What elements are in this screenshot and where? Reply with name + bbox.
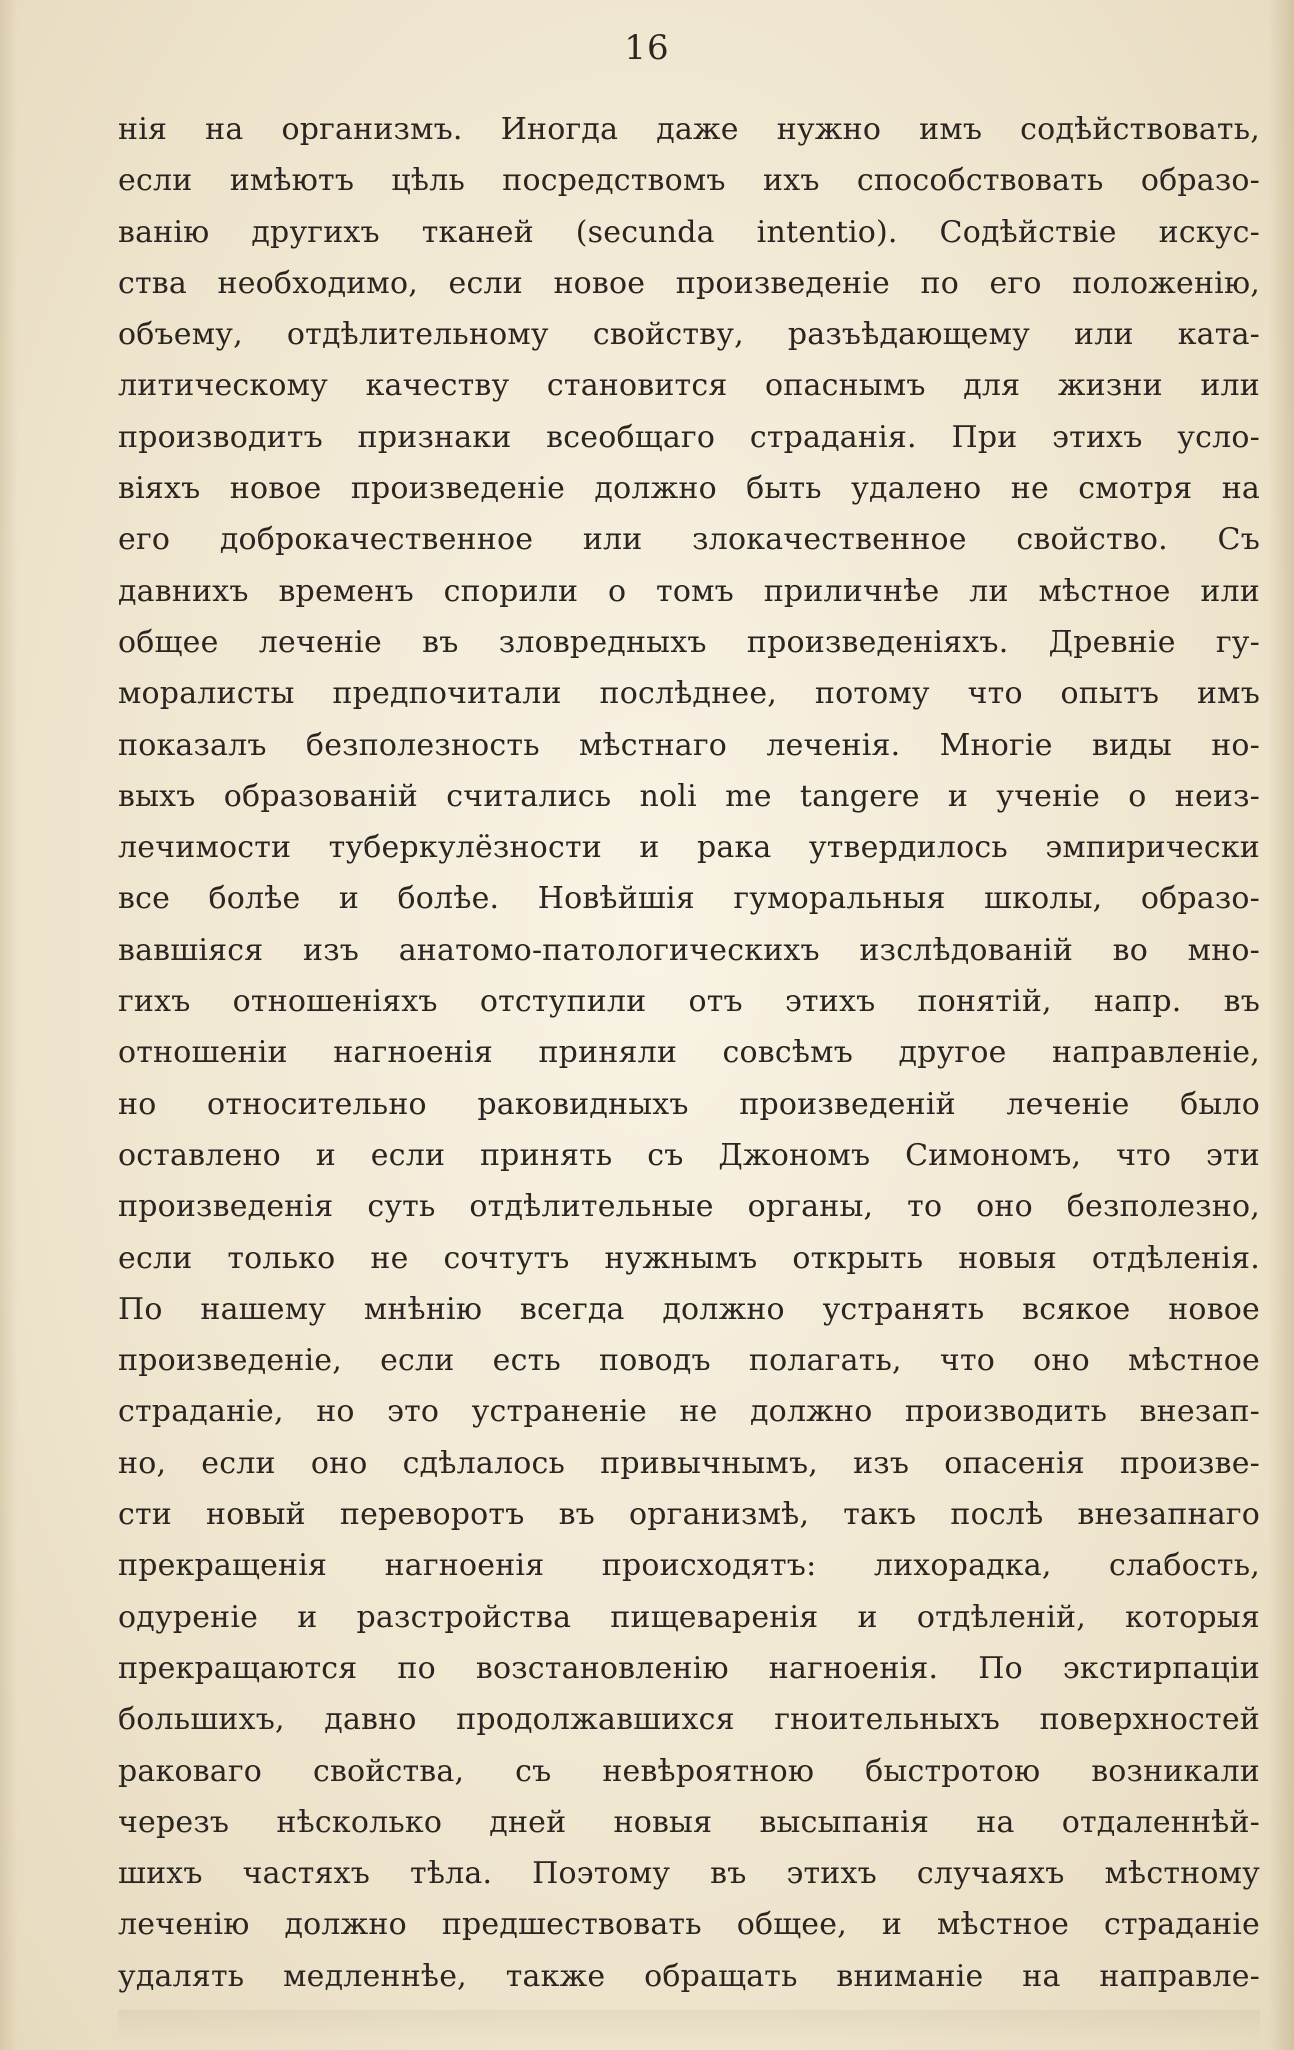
text-line: нія на организмъ. Иногда даже нужно имъ содѣйствовать, (118, 112, 1260, 147)
text-line: литическому качеству становится опаснымъ для жизни или (118, 368, 1260, 404)
text-line: По нашему мнѣнію всегда должно устранять всякое новое (118, 1291, 1260, 1327)
text-line: показалъ безполезность мѣстнаго леченія. Многіе виды но- (118, 727, 1260, 763)
text-line: если только не сочтутъ нужнымъ открыть новыя отдѣленія. (118, 1240, 1260, 1276)
page-right-shadow (1268, 0, 1294, 2050)
text-line: объему, отдѣлительному свойству, разъѣдающему или ката- (118, 317, 1260, 353)
text-line: лечимости туберкулёзности и рака утвердилось эмпирически (118, 830, 1260, 866)
text-line: прекращаются по возстановленію нагноенія. По экстирпаціи (118, 1650, 1260, 1686)
text-line: страданіе, но это устраненіе не должно производить внезап- (118, 1394, 1260, 1430)
text-line: ванію другихъ тканей (secunda intentio). Содѣйствіе искус- (118, 214, 1260, 250)
text-line: одуреніе и разстройства пищеваренія и отдѣленій, которыя (118, 1599, 1260, 1635)
text-line: ства необходимо, если новое произведеніе по его положенію, (118, 265, 1260, 301)
text-line: удалять медленнѣе, также обращать вниманіе на направле- (118, 1958, 1260, 1994)
page-number: 16 (624, 28, 670, 68)
text-line: сти новый переворотъ въ организмѣ, такъ послѣ внезапнаго (118, 1497, 1260, 1533)
text-line: произведенія суть отдѣлительные органы, то оно безполезно, (118, 1189, 1260, 1225)
text-line: леченію должно предшествовать общее, и мѣстное страданіе (118, 1907, 1260, 1943)
text-line: производитъ признаки всеобщаго страданія. При этихъ усло- (118, 419, 1260, 455)
text-line: раковаго свойства, съ невѣроятною быстротою возникали (118, 1753, 1260, 1789)
text-line: вавшіяся изъ анатомо-патологическихъ изслѣдованій во мно- (118, 932, 1260, 968)
text-line: произведеніе, если есть поводъ полагать, что оно мѣстное (118, 1343, 1260, 1379)
text-line: оставлено и если принять съ Джономъ Симономъ, что эти (118, 1137, 1260, 1173)
bleed-through-shadow (118, 2010, 1260, 2040)
text-line: но относительно раковидныхъ произведеній леченіе было (118, 1086, 1260, 1122)
text-line: общее леченіе въ зловредныхъ произведеніяхъ. Древніе гу- (118, 624, 1260, 660)
text-line: если имѣютъ цѣль посредствомъ ихъ способствовать образо- (118, 163, 1260, 199)
text-line: моралисты предпочитали послѣднее, потому что опытъ имъ (118, 676, 1260, 712)
page-left-shadow (0, 0, 18, 2050)
text-line: большихъ, давно продолжавшихся гноительныхъ поверхностей (118, 1702, 1260, 1738)
text-line: прекращенія нагноенія происходятъ: лихорадка, слабость, (118, 1548, 1260, 1584)
text-line: выхъ образованій считались noli me tangere и ученіе о неиз- (118, 778, 1260, 814)
text-line: отношеніи нагноенія приняли совсѣмъ другое направленіе, (118, 1035, 1260, 1071)
text-line: гихъ отношеніяхъ отступили отъ этихъ понятій, напр. въ (118, 984, 1260, 1020)
text-line: віяхъ новое произведеніе должно быть удалено не смотря на (118, 471, 1260, 507)
text-line: но, если оно сдѣлалось привычнымъ, изъ опасенія произве- (118, 1445, 1260, 1481)
text-line: его доброкачественное или злокачественное свойство. Съ (118, 522, 1260, 558)
body-text (118, 104, 1260, 2002)
text-line: шихъ частяхъ тѣла. Поэтому въ этихъ случаяхъ мѣстному (118, 1856, 1260, 1892)
text-line: все болѣе и болѣе. Новѣйшія гуморальныя школы, образо- (118, 881, 1260, 917)
text-line: черезъ нѣсколько дней новыя высыпанія на отдаленнѣй- (118, 1804, 1260, 1840)
text-line: давнихъ временъ спорили о томъ приличнѣе ли мѣстное или (118, 573, 1260, 609)
